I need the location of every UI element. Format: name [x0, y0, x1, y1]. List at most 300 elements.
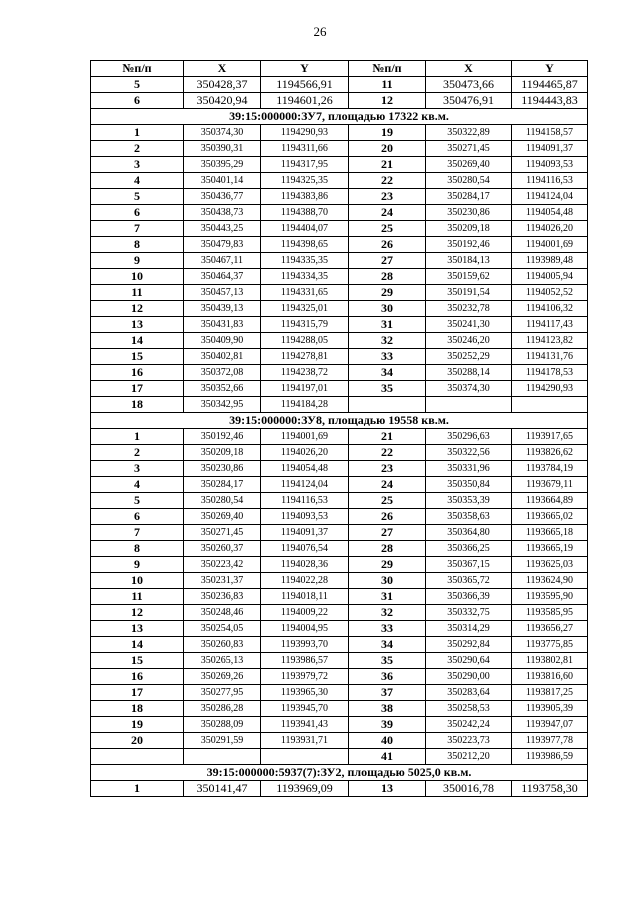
point-number-cell: 29 — [349, 285, 426, 301]
x-cell: 350280,54 — [426, 173, 512, 189]
point-number-cell: 30 — [349, 573, 426, 589]
y-cell: 1193965,30 — [261, 685, 349, 701]
y-cell: 1194054,48 — [512, 205, 588, 221]
y-cell: 1193917,65 — [512, 429, 588, 445]
point-number-cell: 32 — [349, 605, 426, 621]
y-cell: 1193802,81 — [512, 653, 588, 669]
x-cell: 350141,47 — [184, 781, 261, 797]
y-cell: 1193969,09 — [261, 781, 349, 797]
table-row — [91, 685, 588, 701]
point-number-cell: 14 — [91, 637, 184, 653]
table-row — [91, 397, 588, 413]
x-cell: 350212,20 — [426, 749, 512, 765]
x-cell: 350438,73 — [184, 205, 261, 221]
x-cell: 350184,13 — [426, 253, 512, 269]
table-row — [91, 141, 588, 157]
x-cell: 350479,83 — [184, 237, 261, 253]
table-row — [91, 733, 588, 749]
point-number-cell: 5 — [91, 493, 184, 509]
x-cell: 350252,29 — [426, 349, 512, 365]
header-y: Y — [261, 61, 349, 77]
table-row — [91, 525, 588, 541]
table-row — [91, 429, 588, 445]
y-cell: 1194124,04 — [512, 189, 588, 205]
point-number-cell: 38 — [349, 701, 426, 717]
x-cell: 350288,09 — [184, 717, 261, 733]
y-cell: 1194290,93 — [512, 381, 588, 397]
point-number-cell: 40 — [349, 733, 426, 749]
point-number-cell: 25 — [349, 493, 426, 509]
point-number-cell: 8 — [91, 237, 184, 253]
point-number-cell: 11 — [91, 285, 184, 301]
x-cell: 350296,63 — [426, 429, 512, 445]
x-cell: 350223,42 — [184, 557, 261, 573]
y-cell: 1194184,28 — [261, 397, 349, 413]
x-cell: 350260,83 — [184, 637, 261, 653]
y-cell: 1193679,11 — [512, 477, 588, 493]
y-cell: 1193826,62 — [512, 445, 588, 461]
x-cell: 350395,29 — [184, 157, 261, 173]
point-number-cell: 19 — [349, 125, 426, 141]
x-cell: 350342,95 — [184, 397, 261, 413]
point-number-cell — [91, 749, 184, 765]
point-number-cell: 2 — [91, 445, 184, 461]
y-cell: 1194001,69 — [512, 237, 588, 253]
point-number-cell: 15 — [91, 349, 184, 365]
x-cell: 350436,77 — [184, 189, 261, 205]
x-cell: 350159,62 — [426, 269, 512, 285]
x-cell: 350290,00 — [426, 669, 512, 685]
x-cell: 350464,37 — [184, 269, 261, 285]
x-cell: 350374,30 — [184, 125, 261, 141]
y-cell: 1194131,76 — [512, 349, 588, 365]
y-cell: 1194005,94 — [512, 269, 588, 285]
point-number-cell: 18 — [91, 701, 184, 717]
x-cell: 350291,59 — [184, 733, 261, 749]
header-point-number: №п/п — [91, 61, 184, 77]
y-cell: 1194331,65 — [261, 285, 349, 301]
y-cell: 1194124,04 — [261, 477, 349, 493]
table-row — [91, 621, 588, 637]
x-cell: 350277,95 — [184, 685, 261, 701]
table-row — [91, 477, 588, 493]
point-number-cell: 13 — [91, 621, 184, 637]
x-cell: 350366,25 — [426, 541, 512, 557]
point-number-cell: 13 — [91, 317, 184, 333]
y-cell: 1194325,01 — [261, 301, 349, 317]
point-number-cell: 3 — [91, 461, 184, 477]
point-number-cell: 28 — [349, 541, 426, 557]
y-cell: 1194443,83 — [512, 93, 588, 109]
x-cell: 350322,89 — [426, 125, 512, 141]
y-cell: 1193986,57 — [261, 653, 349, 669]
x-cell: 350265,13 — [184, 653, 261, 669]
y-cell: 1193817,25 — [512, 685, 588, 701]
x-cell: 350269,40 — [184, 509, 261, 525]
point-number-cell: 23 — [349, 461, 426, 477]
table-row — [91, 349, 588, 365]
section-header-row — [91, 109, 588, 125]
point-number-cell: 24 — [349, 205, 426, 221]
y-cell: 1194123,82 — [512, 333, 588, 349]
point-number-cell: 1 — [91, 429, 184, 445]
x-cell: 350409,90 — [184, 333, 261, 349]
point-number-cell: 12 — [349, 93, 426, 109]
x-cell: 350358,63 — [426, 509, 512, 525]
point-number-cell: 17 — [91, 685, 184, 701]
y-cell: 1193945,70 — [261, 701, 349, 717]
point-number-cell: 20 — [349, 141, 426, 157]
table-header-row — [91, 61, 588, 77]
y-cell: 1194018,11 — [261, 589, 349, 605]
x-cell: 350230,86 — [184, 461, 261, 477]
y-cell: 1193989,48 — [512, 253, 588, 269]
coordinates-table — [90, 60, 588, 797]
table-row — [91, 701, 588, 717]
x-cell: 350016,78 — [426, 781, 512, 797]
point-number-cell: 10 — [91, 573, 184, 589]
table-row — [91, 781, 588, 797]
y-cell: 1194317,95 — [261, 157, 349, 173]
x-cell: 350280,54 — [184, 493, 261, 509]
table-row — [91, 205, 588, 221]
x-cell: 350284,17 — [184, 477, 261, 493]
point-number-cell: 30 — [349, 301, 426, 317]
point-number-cell: 4 — [91, 173, 184, 189]
x-cell: 350269,26 — [184, 669, 261, 685]
table-row — [91, 189, 588, 205]
y-cell: 1194398,65 — [261, 237, 349, 253]
x-cell: 350372,08 — [184, 365, 261, 381]
y-cell — [261, 749, 349, 765]
x-cell: 350231,37 — [184, 573, 261, 589]
y-cell: 1194052,52 — [512, 285, 588, 301]
x-cell: 350428,37 — [184, 77, 261, 93]
x-cell: 350248,46 — [184, 605, 261, 621]
y-cell: 1194465,87 — [512, 77, 588, 93]
y-cell: 1194334,35 — [261, 269, 349, 285]
point-number-cell: 35 — [349, 381, 426, 397]
section-header-row — [91, 413, 588, 429]
y-cell: 1193986,59 — [512, 749, 588, 765]
y-cell: 1194335,35 — [261, 253, 349, 269]
y-cell: 1194566,91 — [261, 77, 349, 93]
y-cell: 1194288,05 — [261, 333, 349, 349]
x-cell: 350431,83 — [184, 317, 261, 333]
parcel-title: 39:15:000000:ЗУ8, площадью 19558 кв.м. — [91, 413, 588, 429]
x-cell: 350246,20 — [426, 333, 512, 349]
point-number-cell: 13 — [349, 781, 426, 797]
table-row — [91, 157, 588, 173]
y-cell: 1194311,66 — [261, 141, 349, 157]
parcel-title: 39:15:000000:ЗУ7, площадью 17322 кв.м. — [91, 109, 588, 125]
table-row — [91, 221, 588, 237]
table-row — [91, 317, 588, 333]
y-cell: 1193905,39 — [512, 701, 588, 717]
x-cell: 350332,75 — [426, 605, 512, 621]
y-cell: 1194026,20 — [512, 221, 588, 237]
x-cell: 350314,29 — [426, 621, 512, 637]
point-number-cell: 34 — [349, 637, 426, 653]
point-number-cell: 22 — [349, 445, 426, 461]
x-cell: 350232,78 — [426, 301, 512, 317]
y-cell: 1193656,27 — [512, 621, 588, 637]
x-cell: 350260,37 — [184, 541, 261, 557]
y-cell: 1194178,53 — [512, 365, 588, 381]
table-row — [91, 541, 588, 557]
table-row — [91, 749, 588, 765]
point-number-cell: 27 — [349, 525, 426, 541]
point-number-cell: 19 — [91, 717, 184, 733]
x-cell: 350230,86 — [426, 205, 512, 221]
x-cell: 350241,30 — [426, 317, 512, 333]
y-cell: 1194001,69 — [261, 429, 349, 445]
y-cell: 1194028,36 — [261, 557, 349, 573]
y-cell: 1193585,95 — [512, 605, 588, 621]
x-cell: 350236,83 — [184, 589, 261, 605]
x-cell: 350192,46 — [426, 237, 512, 253]
point-number-cell: 20 — [91, 733, 184, 749]
table-row — [91, 301, 588, 317]
table-row — [91, 93, 588, 109]
point-number-cell: 7 — [91, 221, 184, 237]
x-cell: 350322,56 — [426, 445, 512, 461]
y-cell: 1194116,53 — [512, 173, 588, 189]
table-row — [91, 445, 588, 461]
table-row — [91, 605, 588, 621]
header-x: X — [426, 61, 512, 77]
table-row — [91, 381, 588, 397]
y-cell: 1194076,54 — [261, 541, 349, 557]
y-cell: 1194388,70 — [261, 205, 349, 221]
point-number-cell: 14 — [91, 333, 184, 349]
point-number-cell: 1 — [91, 125, 184, 141]
point-number-cell: 21 — [349, 157, 426, 173]
point-number-cell: 10 — [91, 269, 184, 285]
y-cell: 1193665,18 — [512, 525, 588, 541]
x-cell: 350258,53 — [426, 701, 512, 717]
x-cell: 350473,66 — [426, 77, 512, 93]
x-cell: 350288,14 — [426, 365, 512, 381]
y-cell: 1194009,22 — [261, 605, 349, 621]
y-cell: 1194278,81 — [261, 349, 349, 365]
header-point-number: №п/п — [349, 61, 426, 77]
point-number-cell — [349, 397, 426, 413]
y-cell: 1194091,37 — [261, 525, 349, 541]
x-cell: 350242,24 — [426, 717, 512, 733]
x-cell: 350467,11 — [184, 253, 261, 269]
point-number-cell: 6 — [91, 509, 184, 525]
table-row — [91, 173, 588, 189]
table-row — [91, 669, 588, 685]
x-cell: 350457,13 — [184, 285, 261, 301]
x-cell — [426, 397, 512, 413]
y-cell: 1194093,53 — [261, 509, 349, 525]
point-number-cell: 8 — [91, 541, 184, 557]
y-cell — [512, 397, 588, 413]
section-header-row — [91, 765, 588, 781]
header-x: X — [184, 61, 261, 77]
y-cell: 1193775,85 — [512, 637, 588, 653]
y-cell: 1194117,43 — [512, 317, 588, 333]
header-y: Y — [512, 61, 588, 77]
point-number-cell: 39 — [349, 717, 426, 733]
x-cell: 350290,64 — [426, 653, 512, 669]
table-row — [91, 653, 588, 669]
point-number-cell: 36 — [349, 669, 426, 685]
y-cell: 1193784,19 — [512, 461, 588, 477]
x-cell: 350352,66 — [184, 381, 261, 397]
y-cell: 1193595,90 — [512, 589, 588, 605]
table-row — [91, 125, 588, 141]
x-cell: 350365,72 — [426, 573, 512, 589]
y-cell: 1194601,26 — [261, 93, 349, 109]
y-cell: 1194091,37 — [512, 141, 588, 157]
x-cell: 350192,46 — [184, 429, 261, 445]
x-cell: 350283,64 — [426, 685, 512, 701]
x-cell: 350390,31 — [184, 141, 261, 157]
x-cell: 350443,25 — [184, 221, 261, 237]
point-number-cell: 5 — [91, 189, 184, 205]
y-cell: 1194290,93 — [261, 125, 349, 141]
x-cell: 350284,17 — [426, 189, 512, 205]
page-number: 26 — [313, 24, 327, 39]
point-number-cell: 16 — [91, 365, 184, 381]
point-number-cell: 15 — [91, 653, 184, 669]
x-cell: 350254,05 — [184, 621, 261, 637]
point-number-cell: 26 — [349, 509, 426, 525]
table-row — [91, 557, 588, 573]
y-cell: 1194026,20 — [261, 445, 349, 461]
y-cell: 1193665,02 — [512, 509, 588, 525]
y-cell: 1193931,71 — [261, 733, 349, 749]
point-number-cell: 31 — [349, 317, 426, 333]
point-number-cell: 16 — [91, 669, 184, 685]
point-number-cell: 41 — [349, 749, 426, 765]
parcel-title: 39:15:000000:5937(7):ЗУ2, площадью 5025,0 кв.м. — [91, 765, 588, 781]
x-cell: 350223,73 — [426, 733, 512, 749]
table-row — [91, 461, 588, 477]
point-number-cell: 25 — [349, 221, 426, 237]
y-cell: 1193993,70 — [261, 637, 349, 653]
y-cell: 1194004,95 — [261, 621, 349, 637]
point-number-cell: 12 — [91, 605, 184, 621]
point-number-cell: 23 — [349, 189, 426, 205]
y-cell: 1193624,90 — [512, 573, 588, 589]
point-number-cell: 3 — [91, 157, 184, 173]
y-cell: 1194116,53 — [261, 493, 349, 509]
y-cell: 1193979,72 — [261, 669, 349, 685]
x-cell: 350353,39 — [426, 493, 512, 509]
y-cell: 1193665,19 — [512, 541, 588, 557]
table-body — [91, 77, 588, 797]
point-number-cell: 2 — [91, 141, 184, 157]
x-cell: 350292,84 — [426, 637, 512, 653]
point-number-cell: 32 — [349, 333, 426, 349]
y-cell: 1194197,01 — [261, 381, 349, 397]
point-number-cell: 31 — [349, 589, 426, 605]
y-cell: 1193977,78 — [512, 733, 588, 749]
x-cell: 350271,45 — [426, 141, 512, 157]
x-cell: 350420,94 — [184, 93, 261, 109]
point-number-cell: 33 — [349, 349, 426, 365]
y-cell: 1193947,07 — [512, 717, 588, 733]
point-number-cell: 29 — [349, 557, 426, 573]
point-number-cell: 24 — [349, 477, 426, 493]
table-row — [91, 365, 588, 381]
x-cell: 350286,28 — [184, 701, 261, 717]
x-cell: 350331,96 — [426, 461, 512, 477]
y-cell: 1194404,07 — [261, 221, 349, 237]
point-number-cell: 11 — [349, 77, 426, 93]
point-number-cell: 33 — [349, 621, 426, 637]
x-cell: 350374,30 — [426, 381, 512, 397]
y-cell: 1194325,35 — [261, 173, 349, 189]
x-cell: 350476,91 — [426, 93, 512, 109]
x-cell: 350350,84 — [426, 477, 512, 493]
x-cell: 350269,40 — [426, 157, 512, 173]
table-row — [91, 77, 588, 93]
x-cell: 350402,81 — [184, 349, 261, 365]
point-number-cell: 4 — [91, 477, 184, 493]
point-number-cell: 7 — [91, 525, 184, 541]
point-number-cell: 37 — [349, 685, 426, 701]
point-number-cell: 5 — [91, 77, 184, 93]
y-cell: 1194315,79 — [261, 317, 349, 333]
point-number-cell: 12 — [91, 301, 184, 317]
y-cell: 1194054,48 — [261, 461, 349, 477]
y-cell: 1193758,30 — [512, 781, 588, 797]
table-row — [91, 333, 588, 349]
point-number-cell: 1 — [91, 781, 184, 797]
point-number-cell: 35 — [349, 653, 426, 669]
table-row — [91, 589, 588, 605]
y-cell: 1194383,86 — [261, 189, 349, 205]
y-cell: 1194158,57 — [512, 125, 588, 141]
point-number-cell: 26 — [349, 237, 426, 253]
y-cell: 1194022,28 — [261, 573, 349, 589]
point-number-cell: 9 — [91, 253, 184, 269]
point-number-cell: 11 — [91, 589, 184, 605]
x-cell: 350367,15 — [426, 557, 512, 573]
table-row — [91, 637, 588, 653]
table-row — [91, 253, 588, 269]
x-cell: 350439,13 — [184, 301, 261, 317]
x-cell: 350191,54 — [426, 285, 512, 301]
y-cell: 1194093,53 — [512, 157, 588, 173]
y-cell: 1193941,43 — [261, 717, 349, 733]
x-cell: 350209,18 — [426, 221, 512, 237]
y-cell: 1193664,89 — [512, 493, 588, 509]
point-number-cell: 9 — [91, 557, 184, 573]
point-number-cell: 34 — [349, 365, 426, 381]
table-row — [91, 573, 588, 589]
point-number-cell: 6 — [91, 205, 184, 221]
point-number-cell: 27 — [349, 253, 426, 269]
x-cell — [184, 749, 261, 765]
x-cell: 350209,18 — [184, 445, 261, 461]
y-cell: 1193625,03 — [512, 557, 588, 573]
table-row — [91, 237, 588, 253]
x-cell: 350401,14 — [184, 173, 261, 189]
y-cell: 1194106,32 — [512, 301, 588, 317]
point-number-cell: 28 — [349, 269, 426, 285]
table-row — [91, 509, 588, 525]
point-number-cell: 17 — [91, 381, 184, 397]
x-cell: 350366,39 — [426, 589, 512, 605]
x-cell: 350271,45 — [184, 525, 261, 541]
x-cell: 350364,80 — [426, 525, 512, 541]
